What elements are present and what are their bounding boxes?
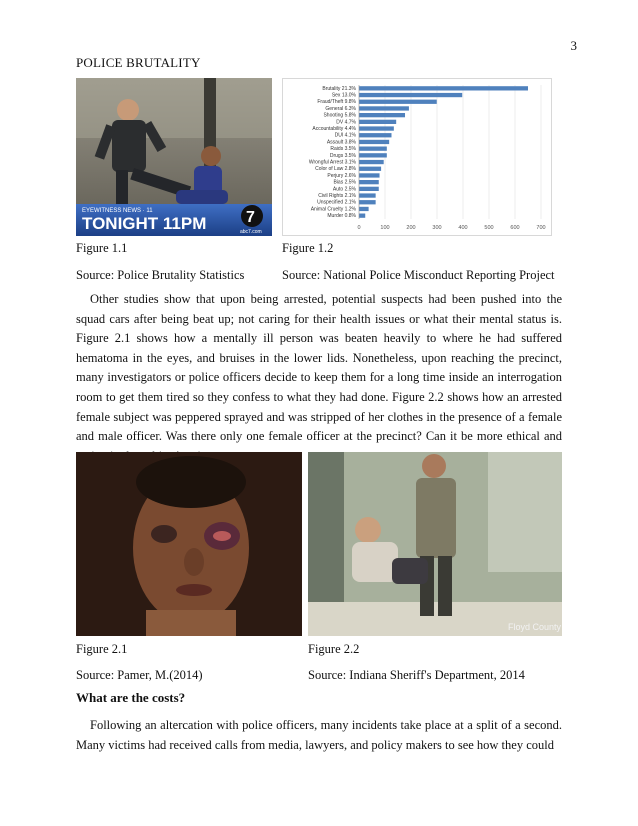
channel-logo: 7 bbox=[246, 209, 255, 226]
category-label: Civil Rights 2.1% bbox=[318, 193, 356, 200]
category-label: DV 4.7% bbox=[336, 119, 356, 126]
chart-bar bbox=[359, 153, 387, 157]
channel-url: abc7.com bbox=[240, 229, 262, 235]
chart-bar bbox=[359, 193, 376, 197]
x-tick-label: 300 bbox=[432, 225, 442, 231]
category-label: Animal Cruelty 1.2% bbox=[310, 206, 356, 213]
banner-small-text: EYEWITNESS NEWS · 11 bbox=[82, 208, 153, 214]
running-head: POLICE BRUTALITY bbox=[76, 55, 201, 70]
body-paragraph-1: Other studies show that upon being arrested, potential suspects had been pushed into the squad cars after being beat up; not caring for their health issues or what their mental status is. Figure 2.1 shows how a mentally ill person was beaten heavily to where he had suffered hematoma in the eyes, and bruises in the lower lids. Nonetheless, upon reaching the precinct, many investigators or police officers decide to keep them for a long time inside an interrogation room to get them tired so they confess to what they had done. Figure 2.2 shows how an arrested female subject was peppered sprayed and was stripped of her clothes in the presence of a female and male officer. Was there only one female officer at the precinct? Can it be more ethical and bbox=[76, 292, 562, 444]
category-label: Color of Law 2.8% bbox=[315, 166, 356, 173]
figure-2-2-source: Source: Indiana Sheriff's Department, 2014 bbox=[308, 668, 525, 682]
body-paragraph-2: Following an altercation with police officers, many incidents take place at a split of a second. Many victims had received calls from media, lawyers, and policy makers to see how they could bbox=[76, 718, 562, 752]
chart-bar bbox=[359, 133, 392, 137]
category-label: Assault 3.8% bbox=[326, 139, 356, 146]
category-label: DUI 4.1% bbox=[334, 132, 356, 139]
figure-1-1-photo bbox=[76, 78, 272, 236]
chart-bar bbox=[359, 106, 409, 110]
chart-bar bbox=[359, 207, 369, 211]
chart-bar bbox=[359, 173, 380, 177]
chart-bar bbox=[359, 160, 384, 164]
news-still-illustration bbox=[76, 78, 272, 236]
figure-2-1-label: Figure 2.1 bbox=[76, 642, 128, 656]
chart-bar bbox=[359, 214, 365, 218]
chart-bar bbox=[359, 187, 379, 191]
category-label: Auto 2.5% bbox=[332, 186, 356, 193]
chart-bar bbox=[359, 100, 437, 104]
chart-bar bbox=[359, 180, 379, 184]
figure-2-1-photo bbox=[76, 452, 302, 636]
chart-bar bbox=[359, 120, 396, 124]
x-tick-label: 400 bbox=[458, 225, 468, 231]
category-label: Murder 0.8% bbox=[327, 213, 356, 220]
chart-bar bbox=[359, 113, 405, 117]
x-tick-label: 0 bbox=[357, 225, 361, 231]
figure-1-2-source: Source: National Police Misconduct Reporting Project bbox=[282, 268, 555, 282]
category-label: Bias 2.5% bbox=[333, 179, 356, 186]
x-tick-label: 100 bbox=[380, 225, 390, 231]
page-number: 3 bbox=[570, 38, 577, 53]
chart-bar bbox=[359, 147, 387, 151]
banner-big-text: TONIGHT 11PM bbox=[82, 214, 207, 233]
figure-2-1-source: Source: Pamer, M.(2014) bbox=[76, 668, 203, 682]
category-label: Sex 13.0% bbox=[331, 92, 356, 99]
chart-bar bbox=[359, 86, 528, 90]
x-tick-label: 500 bbox=[484, 225, 494, 231]
category-label: Brutality 21.3% bbox=[322, 85, 356, 92]
figure-1-1-source: Source: Police Brutality Statistics bbox=[76, 268, 245, 282]
section-heading: What are the costs? bbox=[76, 690, 186, 705]
category-label: Wrongful Arrest 3.1% bbox=[308, 159, 356, 166]
x-tick-label: 700 bbox=[536, 225, 546, 231]
chart-bar bbox=[359, 93, 462, 97]
video-watermark: Floyd County bbox=[508, 622, 562, 632]
category-label: Accountability 4.4% bbox=[312, 126, 356, 133]
figure-2-2-label: Figure 2.2 bbox=[308, 642, 360, 656]
x-tick-label: 600 bbox=[510, 225, 520, 231]
figure-1-2-label: Figure 1.2 bbox=[282, 241, 334, 255]
x-tick-label: 200 bbox=[406, 225, 416, 231]
category-label: Perjury 2.6% bbox=[327, 172, 356, 179]
misconduct-bar-chart bbox=[283, 79, 551, 235]
figure-2-2-photo bbox=[308, 452, 562, 636]
category-label: General 6.3% bbox=[325, 105, 356, 112]
figure-1-1-label: Figure 1.1 bbox=[76, 241, 128, 255]
chart-bar bbox=[359, 140, 389, 144]
injured-face-illustration bbox=[76, 452, 302, 636]
figure-1-2-chart bbox=[282, 78, 552, 236]
chart-bar bbox=[359, 200, 376, 204]
category-label: Unspecified 2.1% bbox=[317, 199, 356, 206]
category-label: Fraud/Theft 9.8% bbox=[317, 99, 356, 106]
category-label: Shooting 5.8% bbox=[323, 112, 356, 119]
category-label: Raids 3.5% bbox=[330, 146, 356, 153]
chart-bar bbox=[359, 167, 381, 171]
category-label: Drugs 3.5% bbox=[329, 152, 356, 159]
chart-bar bbox=[359, 126, 394, 130]
jail-cell-illustration bbox=[308, 452, 562, 636]
